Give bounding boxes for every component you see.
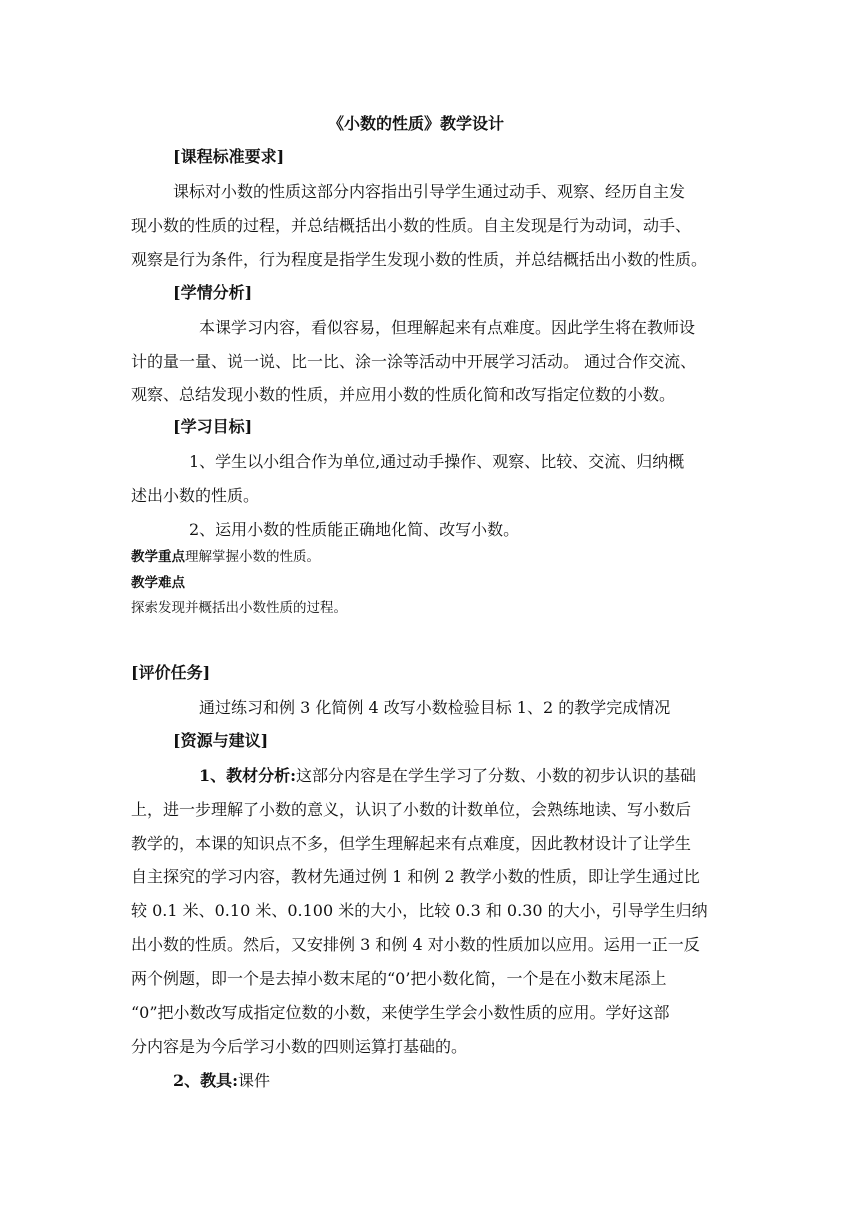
teaching-aids: [173, 1071, 270, 1091]
paragraph-line: 观察是行为条件，行为程度是指学生发现小数的性质，并总结概括出小数的性质。: [131, 250, 708, 269]
teaching-aids-text: 课件: [238, 1071, 271, 1090]
heading-curriculum: [课程标准要求]: [173, 147, 285, 166]
heading-student-analysis: [学情分析]: [173, 283, 253, 302]
heading-assessment: [评价任务]: [131, 663, 211, 682]
key-point-text: 理解掌握小数的性质。: [185, 549, 320, 565]
key-point: [131, 548, 320, 566]
key-point-label: 教学重点: [131, 549, 185, 565]
resource-line: 上，进一步理解了小数的意义，认识了小数的计数单位，会熟练地读、写小数后: [131, 800, 692, 819]
resource-line: “0”把小数改写成指定位数的小数，来使学生学会小数性质的应用。学好这部: [131, 1003, 670, 1022]
paragraph-line: 观察、总结发现小数的性质，并应用小数的性质化简和改写指定位数的小数。: [131, 385, 676, 404]
document-title: 《小数的性质》教学设计: [328, 114, 505, 133]
resource-line: 1、教材分析:这部分内容是在学生学习了分数、小数的初步认识的基础: [199, 766, 697, 785]
difficulty-text: 探索发现并概括出小数性质的过程。: [131, 600, 347, 616]
textbook-analysis-label: 1、教材分析:: [199, 766, 297, 785]
resource-line: 两个例题，即一个是去掉小数末尾的“0’把小数化简，一个是在小数末尾添上: [131, 969, 667, 988]
heading-objectives: [学习目标]: [173, 417, 253, 436]
difficulty-label: 教学难点: [131, 575, 185, 591]
teaching-aids-label: 2、教具:: [173, 1071, 239, 1090]
resource-line: 出小数的性质。然后，又安排例 3 和例 4 对小数的性质加以应用。运用一正一反: [131, 935, 700, 954]
assessment-text: 通过练习和例 3 化简例 4 改写小数检验目标 1、2 的教学完成情况: [199, 698, 671, 717]
heading-resources: [资源与建议]: [173, 731, 269, 750]
objective-line: 2、运用小数的性质能正确地化简、改写小数。: [189, 520, 520, 539]
paragraph-line: 本课学习内容，看似容易，但理解起来有点难度。因此学生将在教师设: [199, 318, 696, 337]
paragraph-line: 课标对小数的性质这部分内容指出引导学生通过动手、观察、经历自主发: [173, 182, 686, 201]
resource-line: 教学的，本课的知识点不多，但学生理解起来有点难度，因此教材设计了让学生: [131, 834, 692, 853]
resource-line: 较 0.1 米、0.10 米、0.100 米的大小，比较 0.3 和 0.30 的大小，引导学生归纳: [131, 901, 708, 920]
paragraph-line: 现小数的性质的过程，并总结概括出小数的性质。自主发现是行为动词，动手、: [131, 216, 692, 235]
objective-line: 述出小数的性质。: [131, 486, 260, 505]
objective-line: 1、学生以小组合作为单位,通过动手操作、观察、比较、交流、归纳概: [189, 452, 685, 471]
resource-line: 自主探究的学习内容，教材先通过例 1 和例 2 教学小数的性质，即让学生通过比: [131, 867, 700, 886]
paragraph-line: 计的量一量、说一说、比一比、涂一涂等活动中开展学习活动。 通过合作交流、: [131, 352, 697, 371]
resource-line: 分内容是为今后学习小数的四则运算打基础的。: [131, 1037, 468, 1056]
